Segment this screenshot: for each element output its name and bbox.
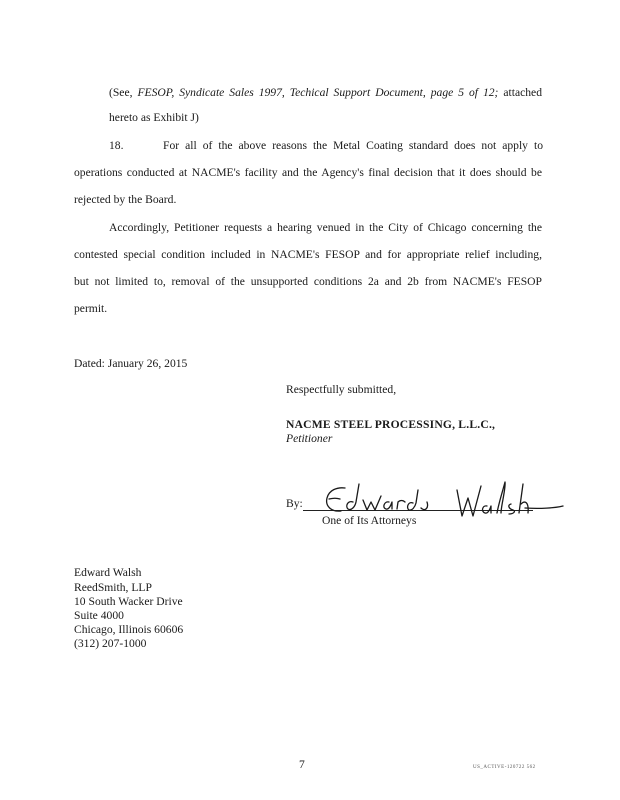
see-reference-line-1: (See, FESOP, Syndicate Sales 1997, Techical Support Document, page 5 of 12; attached [109, 86, 542, 99]
contact-street: 10 South Wacker Drive [74, 595, 183, 608]
paragraph-18-line-2: operations conducted at NACME's facility and the Agency's final decision that it does should be [74, 166, 542, 179]
contact-city: Chicago, Illinois 60606 [74, 623, 184, 636]
paragraph-18-number: 18. [109, 139, 124, 152]
closing-text: Respectfully submitted, [286, 383, 397, 396]
accordingly-line-2: contested special condition included in NACME's FESOP and for appropriate relief including, [74, 248, 542, 261]
contact-firm: ReedSmith, LLP [74, 581, 152, 594]
petitioner-label: Petitioner [286, 432, 333, 445]
contact-suite: Suite 4000 [74, 609, 124, 622]
contact-name: Edward Walsh [74, 566, 142, 579]
document-id: US_ACTIVE-120722 562 [473, 765, 536, 770]
accordingly-line-3: but not limited to, removal of the unsupported conditions 2a and 2b from NACME's FESOP [74, 275, 542, 288]
dated-line: Dated: January 26, 2015 [74, 357, 188, 370]
accordingly-line-4: permit. [74, 302, 108, 315]
contact-phone: (312) 207-1000 [74, 637, 147, 650]
see-reference-line-2: hereto as Exhibit J) [109, 111, 199, 124]
company-name: NACME STEEL PROCESSING, L.L.C., [286, 418, 496, 431]
page-number: 7 [299, 758, 305, 771]
accordingly-line-1: Accordingly, Petitioner requests a hearing venued in the City of Chicago concerning the [109, 221, 542, 234]
by-label: By: [286, 497, 303, 510]
attorney-caption: One of Its Attorneys [322, 514, 417, 527]
paragraph-18-line-3: rejected by the Board. [74, 193, 177, 206]
paragraph-18-line-1: For all of the above reasons the Metal Coating standard does not apply to [163, 139, 543, 152]
see-reference-citation: FESOP, Syndicate Sales 1997, Techical Support Document, page 5 of 12; [137, 86, 499, 99]
